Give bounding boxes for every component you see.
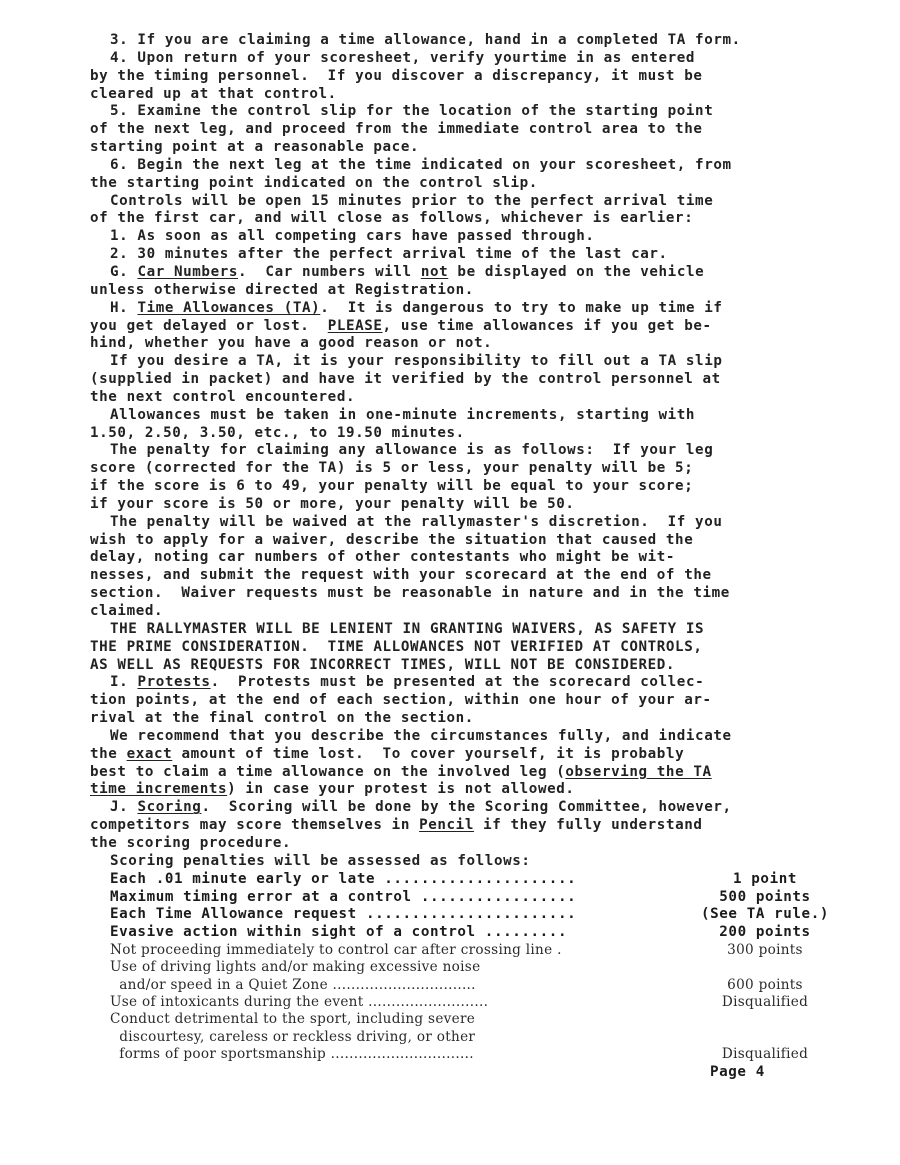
- penalty-description: Conduct detrimental to the sport, including severe: [110, 1011, 476, 1028]
- page-number: Page 4: [710, 1064, 765, 1080]
- text-run: , use time allowances if you get be-: [382, 317, 712, 334]
- text-line: 4. Upon return of your scoresheet, verify yourtime in as entered: [110, 49, 696, 66]
- text-line: section. Waiver requests must be reasonable in nature and in the time: [90, 585, 730, 602]
- text-run: . Scoring will be done by the Scoring Committee, however,: [201, 799, 732, 816]
- section-letter: J.: [110, 799, 138, 816]
- penalty-value: 1 point: [733, 870, 797, 887]
- text-run: best to claim a time allowance on the involved leg (: [90, 763, 566, 780]
- document-page: [90, 32, 860, 1063]
- section-letter: H.: [110, 299, 138, 316]
- penalty-row: [110, 906, 860, 924]
- penalty-value: Disqualified: [721, 1045, 809, 1062]
- text-line: The penalty for claiming any allowance is as follows: If your leg: [110, 442, 714, 459]
- text-line: rival at the final control on the section.: [90, 710, 474, 727]
- penalty-description: forms of poor sportsmanship ...............................: [110, 1045, 474, 1062]
- penalty-row: [110, 942, 860, 959]
- text-line: claimed.: [90, 603, 164, 619]
- penalty-description: Not proceeding immediately to control car after crossing line .: [110, 942, 562, 959]
- text-line: of the next leg, and proceed from the immediate control area to the: [90, 121, 703, 138]
- text-line: the starting point indicated on the control slip.: [90, 174, 538, 191]
- section-heading: Scoring: [137, 799, 202, 816]
- section-car-numbers: [90, 264, 860, 282]
- text-line: hind, whether you have a good reason or not.: [90, 335, 493, 352]
- text-run: competitors may score themselves in: [90, 817, 420, 834]
- section-protests: [90, 674, 860, 692]
- penalty-description: Use of intoxicants during the event ..........................: [110, 993, 489, 1010]
- penalty-table: [90, 871, 860, 1063]
- text-run: the: [90, 745, 127, 762]
- text-line: The penalty will be waived at the rallymaster's discretion. If you: [110, 513, 723, 530]
- text-line: 1.50, 2.50, 3.50, etc., to 19.50 minutes.: [90, 424, 465, 441]
- text-line: cleared up at that control.: [90, 85, 337, 102]
- text-line: 2. 30 minutes after the perfect arrival time of the last car.: [110, 246, 668, 263]
- penalty-row: [110, 994, 860, 1011]
- penalty-description: Each .01 minute early or late .....................: [110, 870, 577, 887]
- penalty-row: [110, 924, 860, 942]
- emphasis-observing: observing the TA: [565, 763, 712, 780]
- penalty-description: Evasive action within sight of a control .........: [110, 924, 568, 941]
- penalty-row: [110, 1029, 860, 1046]
- penalty-value: 600 points: [727, 976, 803, 993]
- penalty-value: 200 points: [719, 924, 811, 941]
- penalty-row: [110, 977, 860, 994]
- section-scoring: [90, 799, 860, 817]
- caps-notice-line: THE PRIME CONSIDERATION. TIME ALLOWANCES NOT VERIFIED AT CONTROLS,: [90, 638, 703, 655]
- text-line: Controls will be open 15 minutes prior to the perfect arrival time: [110, 192, 714, 209]
- emphasis-pencil: Pencil: [419, 817, 474, 834]
- section-time-allowances: [90, 300, 860, 318]
- text-run: if they fully understand: [473, 817, 703, 834]
- penalty-row: [110, 1046, 860, 1063]
- section-heading: Protests: [137, 674, 211, 691]
- section-heading: Time Allowances (TA): [137, 299, 321, 316]
- penalty-row: [110, 1011, 860, 1028]
- emphasis-exact: exact: [126, 745, 173, 762]
- text-line: 3. If you are claiming a time allowance, hand in a completed TA form.: [110, 32, 741, 48]
- text-line: nesses, and submit the request with your scorecard at the end of the: [90, 567, 712, 584]
- text-run: ) in case your protest is not allowed.: [227, 781, 575, 798]
- penalty-description: Maximum timing error at a control .................: [110, 888, 577, 905]
- text-line: If you desire a TA, it is your responsibility to fill out a TA slip: [110, 353, 723, 370]
- text-run: . Car numbers will: [238, 263, 421, 280]
- section-letter: I.: [110, 674, 138, 691]
- penalty-description: Each Time Allowance request .......................: [110, 906, 577, 923]
- penalty-description: discourtesy, careless or reckless driving, or other: [110, 1028, 476, 1045]
- penalty-row: [110, 889, 860, 907]
- penalty-value: (See TA rule.): [701, 906, 829, 923]
- text-line: We recommend that you describe the circumstances fully, and indicate: [110, 727, 732, 744]
- text-run: you get delayed or lost.: [90, 317, 328, 334]
- text-line: Allowances must be taken in one-minute increments, starting with: [110, 406, 696, 423]
- text-line: [90, 764, 860, 782]
- text-line: delay, noting car numbers of other contestants who might be wit-: [90, 549, 676, 566]
- text-line: of the first car, and will close as follows, whichever is earlier:: [90, 210, 694, 227]
- text-run: . It is dangerous to try to make up time if: [320, 299, 723, 316]
- text-line: 5. Examine the control slip for the location of the starting point: [110, 103, 714, 120]
- text-line: score (corrected for the TA) is 5 or less, your penalty will be 5;: [90, 460, 694, 477]
- text-line: starting point at a reasonable pace.: [90, 139, 420, 156]
- text-line: (supplied in packet) and have it verified by the control personnel at: [90, 371, 721, 388]
- penalty-description: Use of driving lights and/or making excessive noise: [110, 959, 481, 976]
- text-line: 1. As soon as all competing cars have passed through.: [110, 228, 595, 245]
- penalty-row: [110, 959, 860, 976]
- text-line: the next control encountered.: [90, 388, 356, 405]
- penalty-value: Disqualified: [721, 993, 809, 1010]
- text-line: [90, 817, 860, 835]
- caps-notice-line: THE RALLYMASTER WILL BE LENIENT IN GRANTING WAIVERS, AS SAFETY IS: [110, 620, 705, 637]
- text-line: unless otherwise directed at Registration.: [90, 281, 474, 298]
- penalty-value: 500 points: [719, 888, 811, 905]
- text-line: 6. Begin the next leg at the time indicated on your scoresheet, from: [110, 156, 732, 173]
- text-line: if your score is 50 or more, your penalty will be 50.: [90, 495, 575, 512]
- text-run: be displayed on the vehicle: [448, 263, 705, 280]
- emphasis-time-increments: time increments: [90, 781, 228, 798]
- text-line: [90, 318, 860, 336]
- emphasis-please: PLEASE: [327, 317, 383, 334]
- text-line: if the score is 6 to 49, your penalty will be equal to your score;: [90, 478, 694, 495]
- text-run: . Protests must be presented at the scorecard collec-: [210, 674, 705, 691]
- text-run: amount of time lost. To cover yourself, it is probably: [172, 745, 685, 762]
- text-line: [90, 781, 860, 799]
- text-line: the scoring procedure.: [90, 834, 292, 851]
- penalty-description: and/or speed in a Quiet Zone ...............................: [110, 976, 476, 993]
- section-letter: G.: [110, 263, 138, 280]
- text-line: wish to apply for a waiver, describe the situation that caused the: [90, 531, 694, 548]
- section-heading: Car Numbers: [137, 263, 238, 280]
- text-line: by the timing personnel. If you discover a discrepancy, it must be: [90, 67, 703, 84]
- caps-notice-line: AS WELL AS REQUESTS FOR INCORRECT TIMES, WILL NOT BE CONSIDERED.: [90, 656, 676, 673]
- text-line: tion points, at the end of each section, within one hour of your ar-: [90, 692, 712, 709]
- text-line: [90, 746, 860, 764]
- penalty-value: 300 points: [727, 942, 803, 959]
- penalty-row: [110, 871, 860, 889]
- penalties-intro: Scoring penalties will be assessed as follows:: [110, 852, 531, 869]
- emphasis-not: not: [420, 263, 449, 280]
